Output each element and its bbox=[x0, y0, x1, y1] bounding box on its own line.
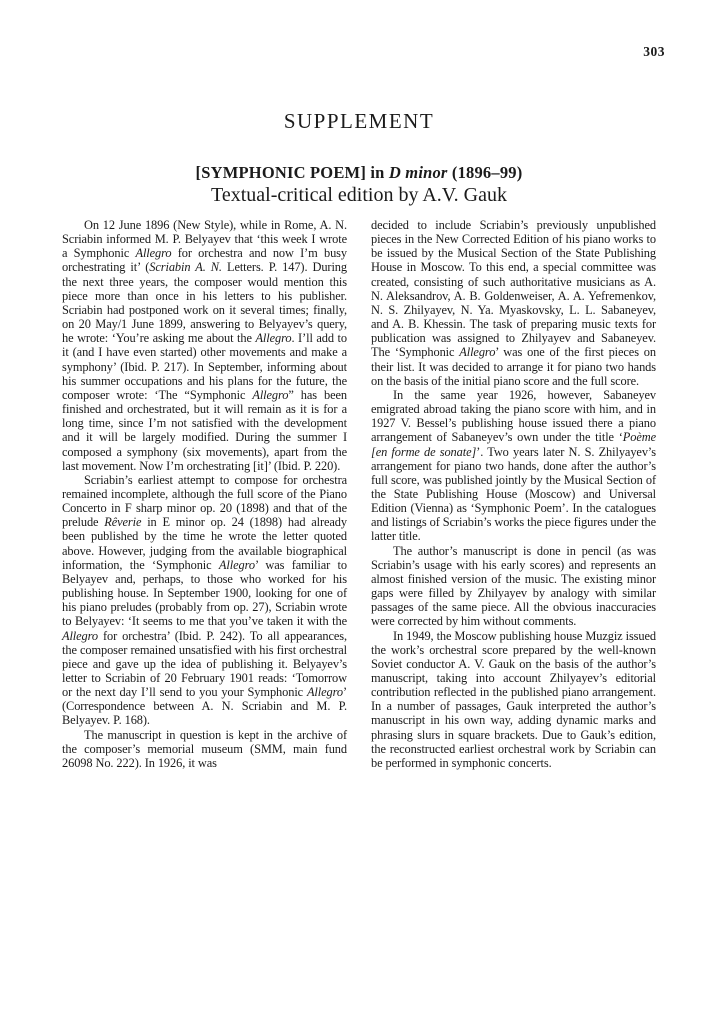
paragraph: On 12 June 1896 (New Style), while in Rome, A. N. Scriabin informed M. P. Belyayev that ‘this week I wrote a Symphonic Allegro for orchestra and now I’m busy orchestrating it’ (Scriabin A. N. Letters. P. 147). During the next three years, the composer would mention this piece more than once in his letters to his publisher. Scriabin had postponed work on it several times; finally, on 20 May/1 June 1899, answering to Belyayev’s query, he wrote: ‘You’re asking me about the Allegro. I’ll add to it (and I have even started) other movements and make a symphony’ (Ibid. P. 217). In September, informing about his summer occupations and his plans for the future, the composer wrote: ‘The “Symphonic Allegro” has been finished and orchestrated, but it will remain as it is for a long time, since I’m not satisfied with the development and it will be largely modified. During the summer I composed a symphony (six movements), apart from the last movement. Now I’m orchestrating [it]’ (Ibid. P. 220). bbox=[62, 218, 347, 473]
paragraph: The author’s manuscript is done in pencil (as was Scriabin’s usage with his early scores) and represents an almost finished version of the music. The existing minor gaps were filled by Zhilyayev by analogy with similar passages of the same piece. All the obvious inaccuracies were corrected by him without comments. bbox=[371, 543, 656, 629]
paragraph: Scriabin’s earliest attempt to compose for orchestra remained incomplete, although the full score of the Piano Concerto in F sharp minor op. 20 (1898) and that of the prelude Rêverie in E minor op. 24 (1898) had already been published by the time he wrote the letter quoted above. However, judging from the available biographical information, the ‘Symphonic Allegro’ was familiar to Belyayev and, perhaps, to those who worked for his publishing house. In September 1900, looking for one of his piano preludes (probably from op. 27), Scriabin wrote to Belyayev: ‘It seems to me that you’ve taken it with the Allegro for orchestra’ (Ibid. P. 242). To all appearances, the composer remained unsatisfied with his first orchestral piece and gave up the idea of publishing it. Belyayev’s letter to Scriabin of 20 February 1901 reads: ‘Tomorrow or the next day I’ll send to you your Symphonic Allegro’ (Correspondence between A. N. Scriabin and M. P. Belyayev. P. 168). bbox=[62, 472, 347, 728]
paragraph: In the same year 1926, however, Sabaneyev emigrated abroad taking the piano score with him, and in 1927 V. Bessel’s publishing house issued there a piano arrangement of Sabaneyev’s own under the title ‘Poème [en forme de sonate]’. Two years later N. S. Zhilyayev’s arrangement for piano two hands, done after the author’s full score, was published jointly by the Musical Section of the State Publishing House (Moscow) and Universal Edition (Vienna) as ‘Symphonic Poem’. In the catalogues and listings of Scriabin’s works the piece figures under the latter title. bbox=[371, 387, 656, 544]
right-column bbox=[371, 218, 656, 770]
paragraph: In 1949, the Moscow publishing house Muzgiz issued the work’s orchestral score prepared by the well-known Soviet conductor A. V. Gauk on the basis of the author’s manuscript, taking into account Zhilyayev’s editorial contribution reflected in the published piano arrangement. In a number of passages, Gauk interpreted the author’s manuscript in his own way, adding dynamic marks and phrasing slurs in square brackets. Due to Gauk’s edition, the reconstructed earliest orchestral work by Scriabin can be performed in symphonic concerts. bbox=[371, 628, 656, 770]
left-column bbox=[62, 218, 347, 770]
two-column-text bbox=[62, 218, 656, 770]
work-title: [SYMPHONIC POEM] in D minor (1896–99) bbox=[195, 163, 523, 182]
edition-subtitle: Textual-critical edition by A.V. Gauk bbox=[211, 184, 507, 206]
page-number: 303 bbox=[643, 44, 665, 59]
section-title: SUPPLEMENT bbox=[283, 109, 435, 133]
paragraph: decided to include Scriabin’s previously unpublished pieces in the New Corrected Edition of his piano works to be issued by the Musical Section of the State Publishing House in Moscow. To this end, a special committee was created, consisting of such authoritative musicians as A. N. Aleksandrov, A. B. Goldenweiser, A. A. Yefremenkov, N. S. Zhilyayev, N. Ya. Myaskovsky, L. L. Sabaneyev, and A. B. Khessin. The task of preparing music texts for publication was assigned to Zhilyayev and Sabaneyev. The ‘Symphonic Allegro’ was one of the first pieces on their list. It was decided to arrange it for piano two hands on the basis of the initial piano score and the full score. bbox=[371, 218, 656, 388]
paragraph: The manuscript in question is kept in the archive of the composer’s memorial museum (SMM, main fund 26098 No. 222). In 1926, it was bbox=[62, 727, 347, 770]
